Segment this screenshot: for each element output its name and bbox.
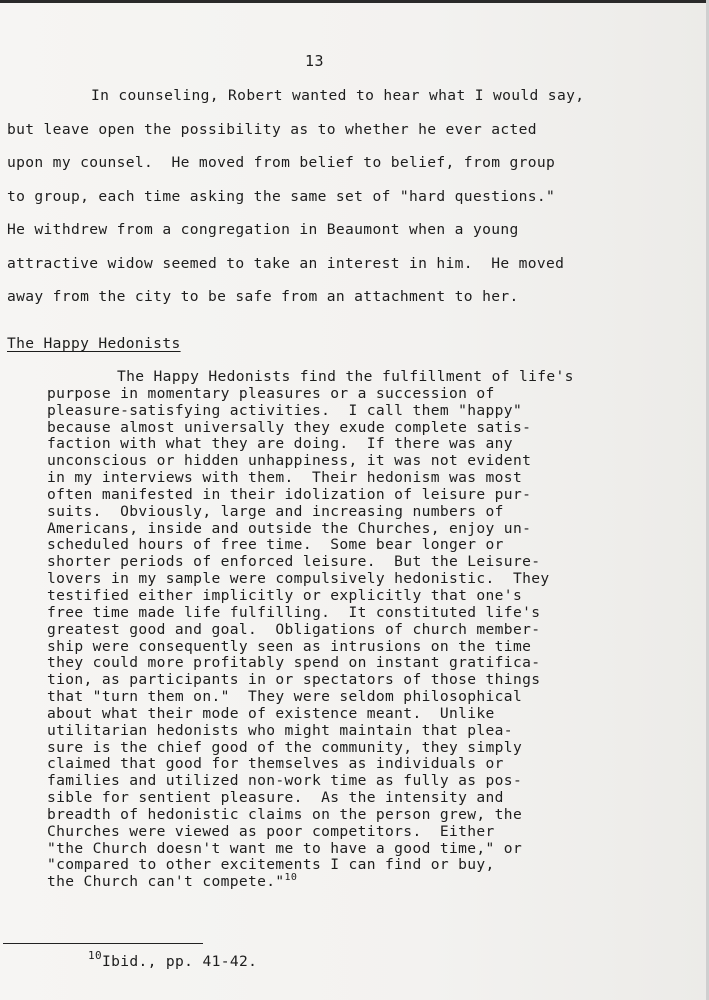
paragraph-line: they could more profitably spend on instant gratifica- (47, 654, 541, 672)
footnote-reference: 10 (284, 872, 298, 884)
paragraph-line: ship were consequently seen as intrusions on the time (47, 637, 532, 655)
footnote-text: Ibid., pp. 41-42. (101, 953, 258, 970)
page-top-edge (0, 0, 709, 3)
paragraph-line: purpose in momentary pleasures or a succession of (47, 384, 495, 402)
paragraph-line: Churches were viewed as poor competitors. Either (47, 822, 495, 840)
paragraph-line: The Happy Hedonists find the fulfillment of life's (117, 368, 574, 385)
paragraph-line: lovers in my sample were compulsively hedonistic. They (47, 570, 550, 588)
paragraph-line: breadth of hedonistic claims on the person grew, the (47, 805, 523, 823)
paragraph-line: in my interviews with them. Their hedonism was most (47, 469, 523, 487)
paragraph-line: free time made life fulfilling. It constituted life's (47, 603, 541, 621)
page-number: 13 (305, 52, 325, 70)
paragraph-line: about what their mode of existence meant. Unlike (47, 704, 495, 722)
paragraph-line: greatest good and goal. Obligations of church member- (47, 620, 541, 638)
paragraph-last-line (47, 874, 647, 891)
section-heading: The Happy Hedonists (7, 335, 181, 352)
paragraph-line: to group, each time asking the same set of "hard questions." (7, 187, 556, 205)
paragraph-line: unconscious or hidden unhappiness, it was not evident (47, 452, 532, 470)
paragraph-line: because almost universally they exude complete satis- (47, 418, 532, 436)
paragraph-line: tion, as participants in or spectators of those things (47, 671, 541, 689)
footnote-number: 10 (88, 949, 102, 962)
paragraph-line: pleasure-satisfying activities. I call them "happy" (47, 401, 523, 419)
paragraph-line: testified either implicitly or explicitly that one's (47, 586, 523, 604)
paragraph-line: He withdrew from a congregation in Beaumont when a young (7, 221, 519, 238)
paragraph-robert (7, 86, 647, 321)
paragraph-line: families and utilized non-work time as fully as pos- (47, 772, 523, 790)
paragraph-line: sible for sentient pleasure. As the intensity and (47, 789, 504, 807)
paragraph-line: "the Church doesn't want me to have a good time," or (47, 839, 523, 857)
paragraph-line: claimed that good for themselves as individuals or (47, 755, 504, 773)
paragraph-line: suits. Obviously, large and increasing numbers of (47, 502, 504, 520)
footnote (88, 949, 258, 970)
paragraph-line: attractive widow seemed to take an interest in him. He moved (7, 254, 565, 272)
paragraph-line: utilitarian hedonists who might maintain that plea- (47, 721, 513, 739)
paragraph-line: faction with what they are doing. If there was any (47, 435, 513, 453)
paragraph-happy-hedonists (47, 369, 647, 891)
paragraph-line: "compared to other excitements I can find or buy, (47, 856, 495, 874)
paragraph-line: In counseling, Robert wanted to hear what I would say, (91, 87, 585, 104)
paragraph-line: shorter periods of enforced leisure. But the Leisure- (47, 553, 541, 571)
paragraph-line: away from the city to be safe from an attachment to her. (7, 288, 519, 305)
paragraph-line: that "turn them on." They were seldom philosophical (47, 688, 523, 706)
paragraph-line: Americans, inside and outside the Churches, enjoy un- (47, 519, 532, 537)
footnote-rule (3, 943, 203, 944)
paragraph-line: sure is the chief good of the community, they simply (47, 738, 523, 756)
paragraph-line: but leave open the possibility as to whether he ever acted (7, 120, 537, 138)
paragraph-line: often manifested in their idolization of leisure pur- (47, 485, 532, 503)
paragraph-line: scheduled hours of free time. Some bear longer or (47, 536, 504, 554)
paragraph-line: upon my counsel. He moved from belief to belief, from group (7, 154, 556, 171)
paragraph-line-text: the Church can't compete." (47, 873, 285, 891)
